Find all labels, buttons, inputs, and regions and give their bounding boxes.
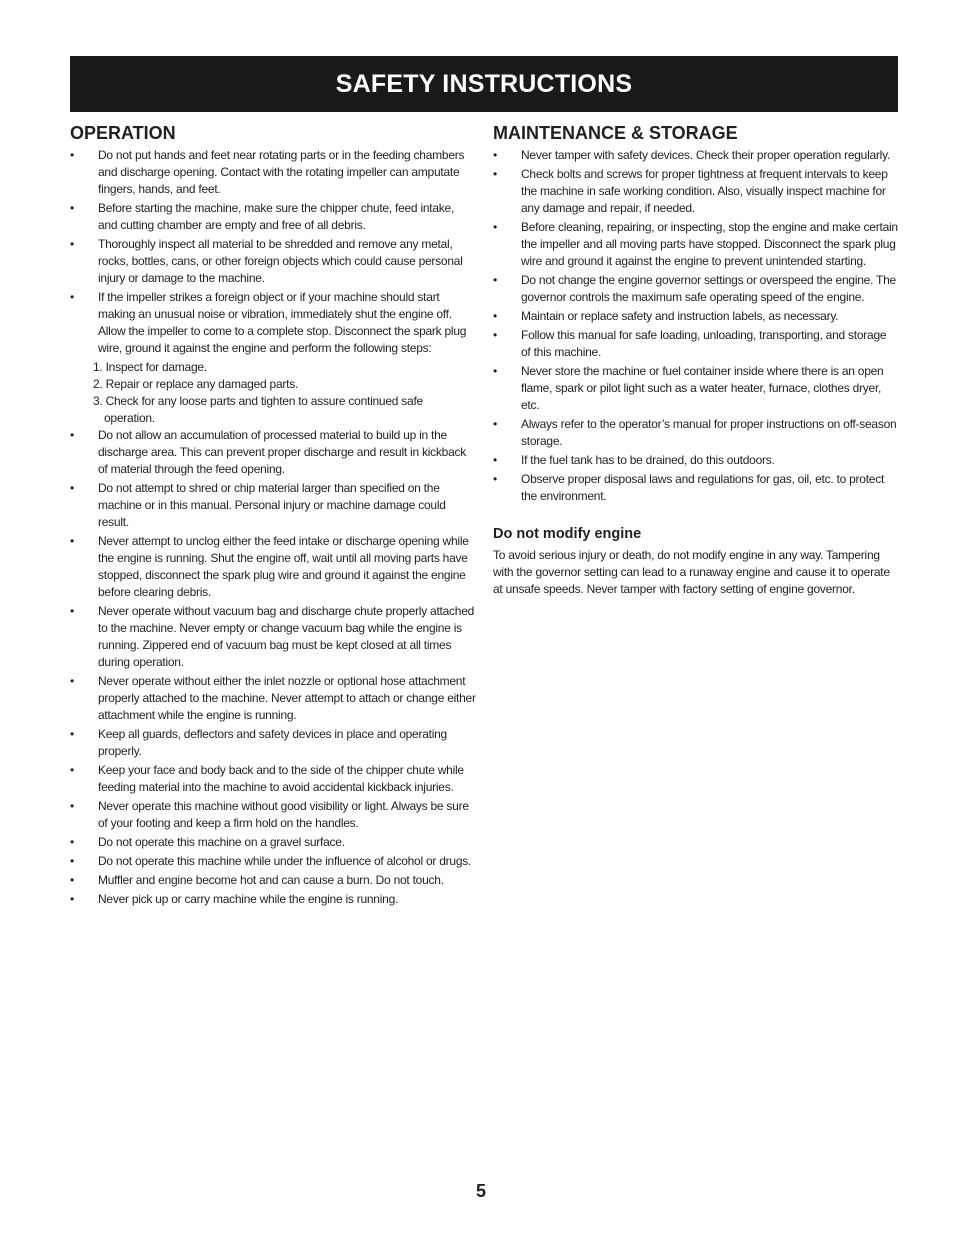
list-item: • Never operate this machine without good visibility or light. Always be sure of your footing and keep a firm hold on the handles. (70, 798, 476, 832)
list-item: • Do not operate this machine while under the influence of alcohol or drugs. (70, 853, 476, 870)
step-text: 1. Inspect for damage. (93, 360, 207, 374)
list-item: • Never store the machine or fuel container inside where there is an open flame, spark or pilot light such as a water heater, furnace, clothes dryer, etc. (493, 363, 898, 414)
operation-list-continued (70, 427, 476, 908)
page-title: SAFETY INSTRUCTIONS (335, 69, 633, 98)
list-item: • If the fuel tank has to be drained, do this outdoors. (493, 452, 898, 469)
list-item: • Never tamper with safety devices. Check their proper operation regularly. (493, 147, 898, 164)
list-item: • If the impeller strikes a foreign object or if your machine should start making an unusual noise or vibration, immediately shut the engine off. Allow the impeller to come to a complete stop. Disconnect the spark plug wire, ground it against the engine and perform the following steps: (70, 289, 476, 357)
page-number: 5 (476, 1181, 487, 1201)
step-item (93, 376, 476, 393)
list-item: • Never attempt to unclog either the feed intake or discharge opening while the engine is running. Shut the engine off, wait until all moving parts have stopped, disconnect the spark plug wire and ground it against the engine before clearing debris. (70, 533, 476, 601)
list-item: • Do not attempt to shred or chip material larger than specified on the machine or in this manual. Personal injury or machine damage could result. (70, 480, 476, 531)
list-item: • Never pick up or carry machine while the engine is running. (70, 891, 476, 908)
list-item: • Never operate without vacuum bag and discharge chute properly attached to the machine. Never empty or change vacuum bag while the engine is running. Zippered end of vacuum bag must be kept closed at all times during operation. (70, 603, 476, 671)
step-text: 2. Repair or replace any damaged parts. (93, 377, 299, 391)
list-item: • Muffler and engine become hot and can cause a burn. Do not touch. (70, 872, 476, 889)
inspection-steps (70, 359, 476, 427)
list-item: • Never operate without either the inlet nozzle or optional hose attachment properly attached to the machine. Never attempt to attach or change either attachment while the engine is running. (70, 673, 476, 724)
list-item: • Keep your face and body back and to the side of the chipper chute while feeding material into the machine to avoid accidental kickback injuries. (70, 762, 476, 796)
step-item (93, 393, 476, 427)
title-banner (70, 56, 898, 112)
maintenance-list (493, 147, 898, 505)
engine-notice-heading: Do not modify engine (493, 526, 642, 542)
engine-notice-text: To avoid serious injury or death, do not modify engine in any way. Tampering with the governor setting can lead to a runaway engine and cause it to operate at unsafe speeds. Never tamper with factory setting of engine governor. (493, 548, 890, 596)
operation-list (70, 147, 476, 357)
list-item: • Keep all guards, deflectors and safety devices in place and operating properly. (70, 726, 476, 760)
list-item: • Follow this manual for safe loading, unloading, transporting, and storage of this machine. (493, 327, 898, 361)
list-item: • Thoroughly inspect all material to be shredded and remove any metal, rocks, bottles, cans, or other foreign objects which could cause personal injury or damage to the machine. (70, 236, 476, 287)
operation-heading: OPERATION (70, 123, 176, 143)
list-item: • Maintain or replace safety and instruction labels, as necessary. (493, 308, 898, 325)
list-item: • Observe proper disposal laws and regulations for gas, oil, etc. to protect the environment. (493, 471, 898, 505)
list-item: • Do not change the engine governor settings or overspeed the engine. The governor controls the maximum safe operating speed of the engine. (493, 272, 898, 306)
list-item: • Before starting the machine, make sure the chipper chute, feed intake, and cutting chamber are empty and free of all debris. (70, 200, 476, 234)
maintenance-column (493, 122, 898, 598)
step-text: 3. Check for any loose parts and tighten to assure continued safe (93, 394, 423, 408)
operation-column (70, 122, 476, 910)
list-item: • Check bolts and screws for proper tightness at frequent intervals to keep the machine in safe working condition. Also, visually inspect machine for any damage and repair, if needed. (493, 166, 898, 217)
step-item (93, 359, 476, 376)
list-item: • Before cleaning, repairing, or inspecting, stop the engine and make certain the impeller and all moving parts have stopped. Disconnect the spark plug wire and ground it against the engine to prevent unintended starting. (493, 219, 898, 270)
list-item: • Do not put hands and feet near rotating parts or in the feeding chambers and discharge opening. Contact with the rotating impeller can amputate fingers, hands, and feet. (70, 147, 476, 198)
list-item: • Always refer to the operator’s manual for proper instructions on off-season storage. (493, 416, 898, 450)
step-text-continued: operation. (104, 411, 155, 425)
maintenance-heading: MAINTENANCE & STORAGE (493, 123, 738, 143)
list-item: • Do not operate this machine on a gravel surface. (70, 834, 476, 851)
list-item: • Do not allow an accumulation of processed material to build up in the discharge area. This can prevent proper discharge and result in kickback of material through the feed opening. (70, 427, 476, 478)
